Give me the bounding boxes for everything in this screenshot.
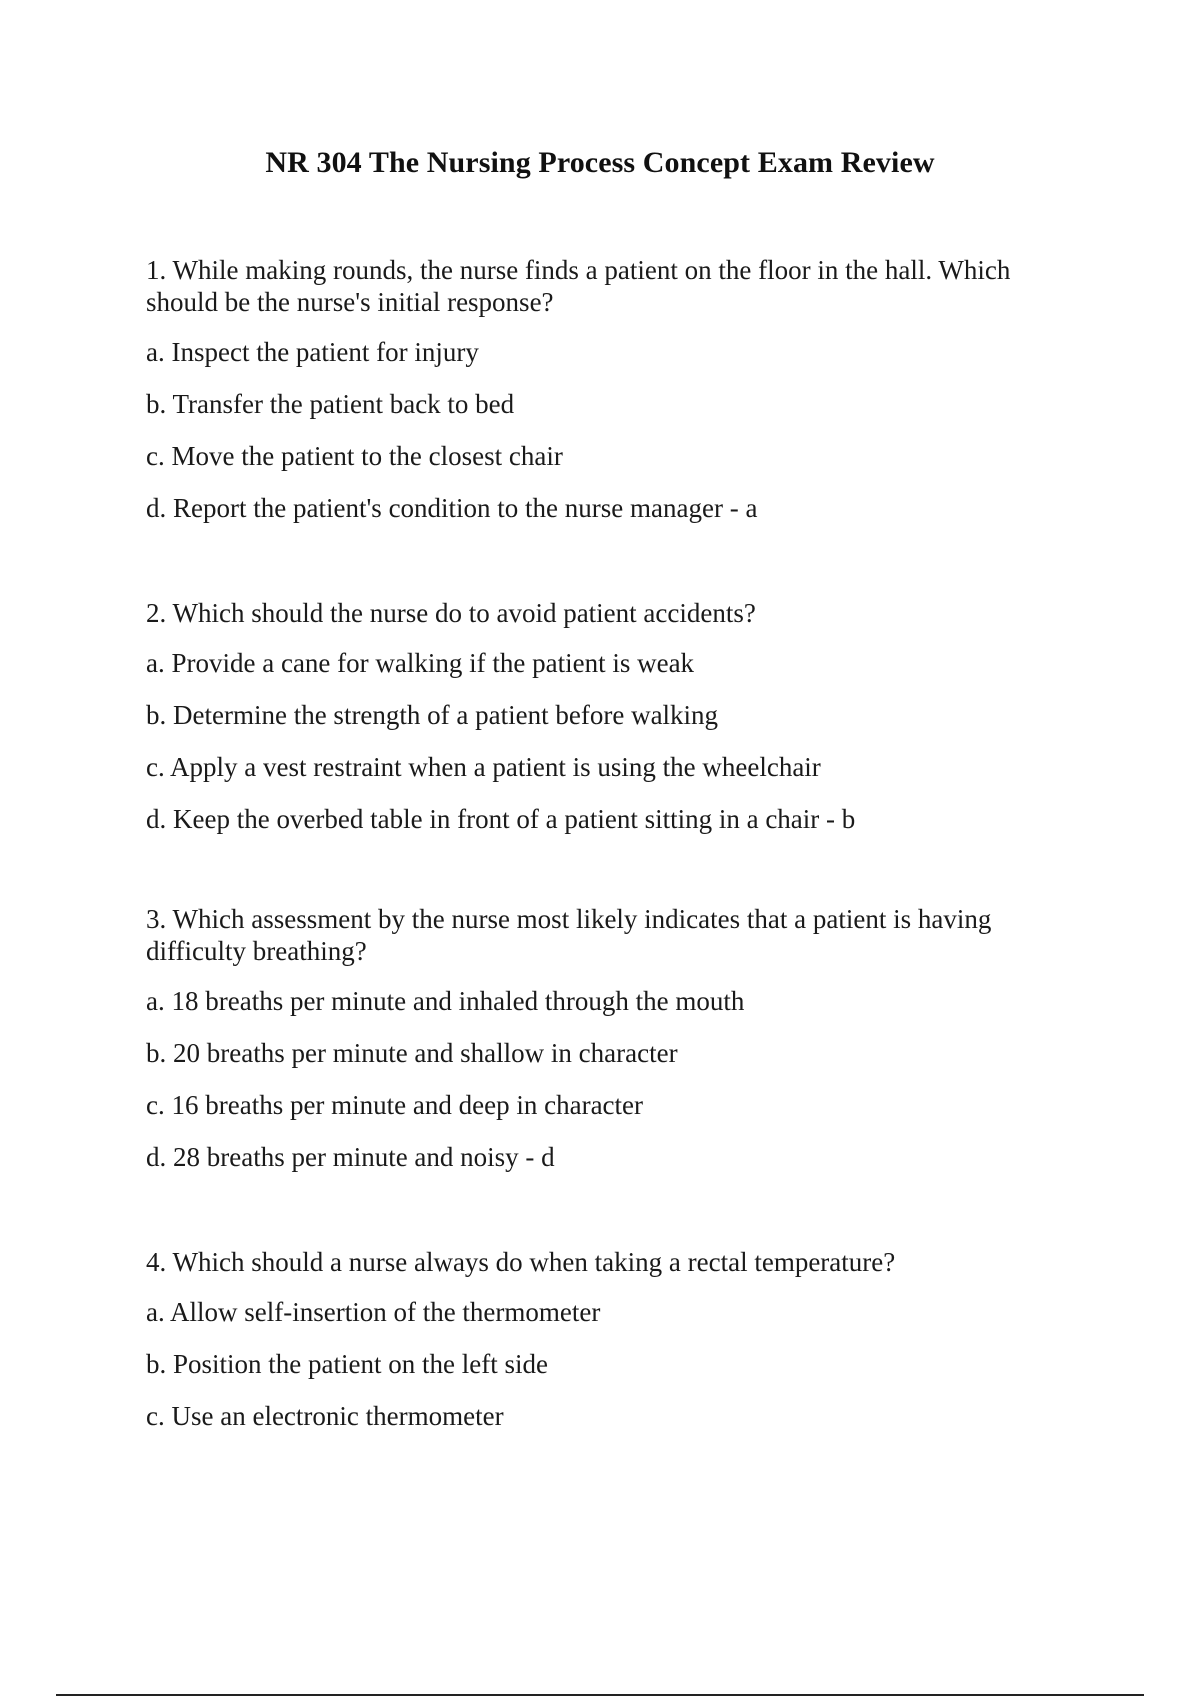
answer-option: a. Inspect the patient for injury [146,337,479,367]
question-stem: 3. Which assessment by the nurse most likely indicates that a patient is having difficulty breathing? [146,904,992,966]
question-1 [146,254,1066,544]
answer-option: b. Transfer the patient back to bed [146,389,515,419]
question-4 [146,1246,1066,1452]
footer-divider [56,1694,1144,1696]
answer-option: d. 28 breaths per minute and noisy - d [146,1142,555,1172]
page-title: NR 304 The Nursing Process Concept Exam Review [265,146,935,179]
question-3 [146,903,1066,1193]
question-stem: 2. Which should the nurse do to avoid patient accidents? [146,598,756,628]
answer-option: c. 16 breaths per minute and deep in character [146,1090,644,1120]
answer-option: a. Provide a cane for walking if the patient is weak [146,648,695,678]
answer-option: b. 20 breaths per minute and shallow in character [146,1038,678,1068]
answer-option: b. Position the patient on the left side [146,1349,548,1379]
answer-option: a. 18 breaths per minute and inhaled through the mouth [146,986,745,1016]
answer-option: d. Report the patient's condition to the nurse manager - a [146,493,758,523]
answer-option: d. Keep the overbed table in front of a patient sitting in a chair - b [146,804,856,834]
answer-option: b. Determine the strength of a patient before walking [146,700,719,730]
question-stem: 4. Which should a nurse always do when taking a rectal temperature? [146,1247,896,1277]
answer-option: c. Use an electronic thermometer [146,1401,504,1431]
answer-option: c. Move the patient to the closest chair [146,441,563,471]
answer-option: c. Apply a vest restraint when a patient is using the wheelchair [146,752,821,782]
answer-option: a. Allow self-insertion of the thermometer [146,1297,601,1327]
question-2 [146,597,1066,855]
question-stem: 1. While making rounds, the nurse finds a patient on the floor in the hall. Which should be the nurse's initial response? [146,255,1011,317]
